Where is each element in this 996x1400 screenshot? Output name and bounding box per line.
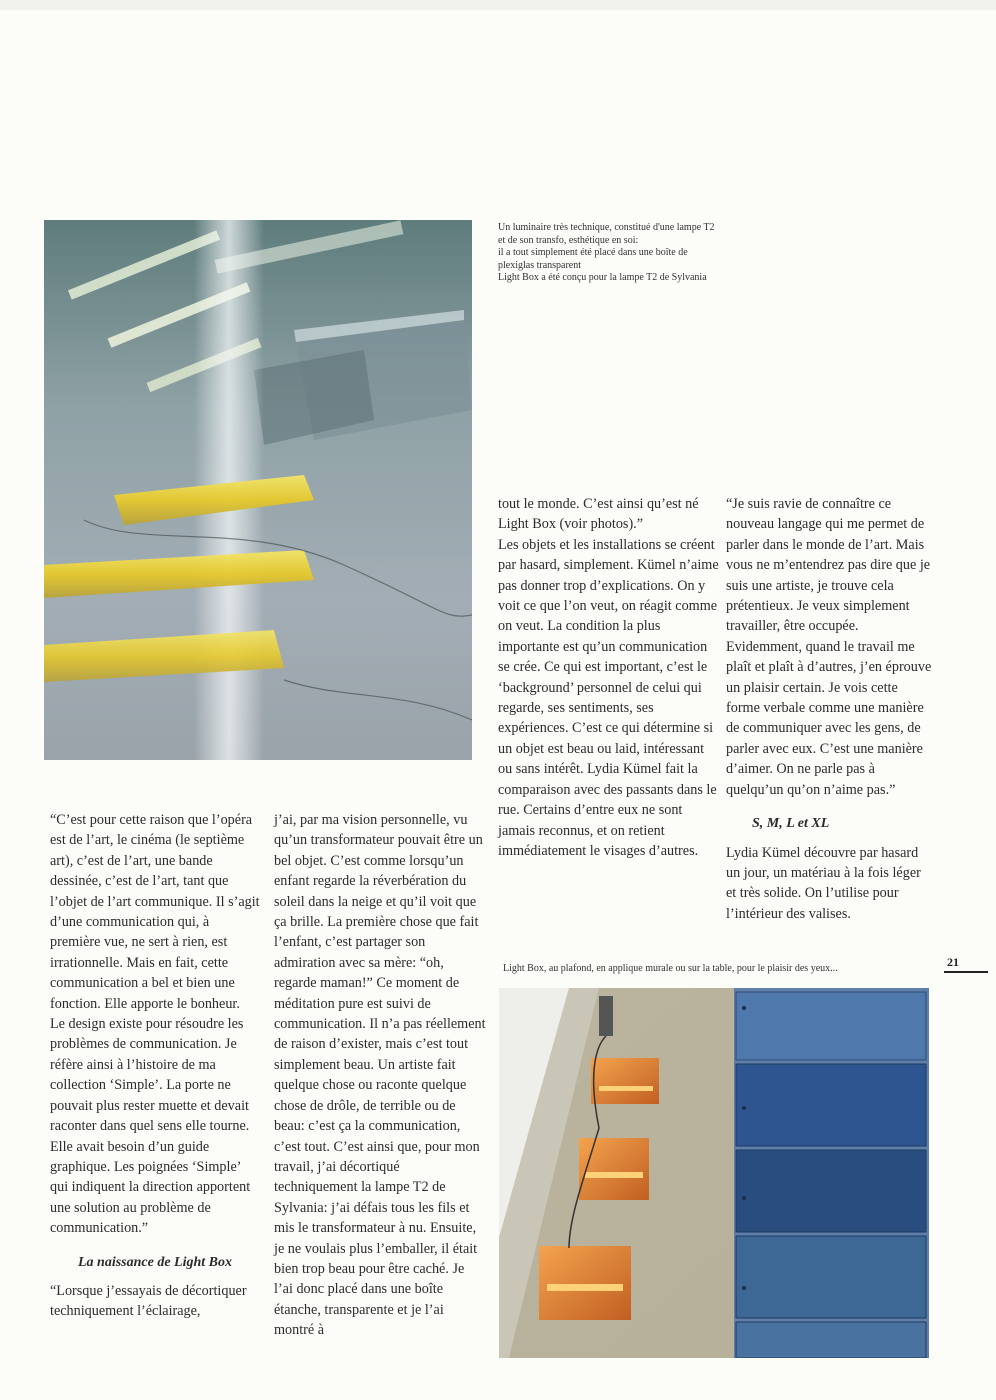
- section-heading-light-box: La naissance de Light Box: [78, 1254, 233, 1270]
- paragraph: Lydia Kümel découvre par hasard un jour, un matériau à la fois léger et très solide. On l’utilise pour l’intérieur des valises.: [726, 844, 921, 922]
- photo-caption-top: [498, 222, 718, 285]
- light-box-wall-photo: [499, 988, 929, 1358]
- photo-caption-bottom: Light Box, au plafond, en applique murale ou sur la table, pour le plaisir des yeux...: [503, 963, 838, 974]
- paragraph: “Lorsque j’essayais de décortiquer techniquement l’éclairage,: [50, 1282, 247, 1320]
- paragraph: “C’est pour cette raison que l’opéra est de l’art, le cinéma (le septième art), c’est de l’art, une bande dessinée, c’est de l’art, tant que l’objet de l’art communique. Il s’agit d’une communication qui, à première vue, ne sert à rien, est irrationnelle. Mais en fait, cette communication a bel et bien une fonction. Elle apporte le bonheur.: [50, 812, 260, 1012]
- orange-lamp: [591, 1058, 659, 1104]
- orange-lamp: [579, 1138, 649, 1200]
- paragraph: Le design existe pour résoudre les problèmes de communication. Je réfère ainsi à l’histoire de ma collection ‘Simple’. La porte ne pouvait plus rester muette et devait raconter dans quel sens elle tourne. Elle avait besoin d’un guide graphique. Les poignées ‘Simple’ qui indiquent la direction apportent une solution au problème de communication.”: [50, 1016, 251, 1237]
- page-number-rule: [944, 971, 988, 973]
- caption-top-line-1: Un luminaire très technique, constitué d'une lampe T2 et de son transfo, esthétique en soi:: [498, 222, 715, 246]
- light-box-wall-illustration: [499, 988, 929, 1358]
- paragraph: “Je suis ravie de connaître ce nouveau langage qui me permet de parler dans le monde de l’art. Mais vous ne m’entendrez pas dire que je suis une artiste, je trouve cela prétentieux. Je veux simplement travailler, être occupée. Evidemment, quand le travail me plaît et plaît à d’autres, j’en éprouve un plaisir certain. Je vois cette forme verbale comme une manière de communiquer avec les gens, de parler avec eux. C’est une manière d’aimer. On ne parle pas à quelqu’un qu’on n’aime pas.”: [726, 496, 932, 798]
- paragraph: tout le monde. C’est ainsi qu’est né Light Box (voir photos).”: [498, 496, 699, 533]
- paragraph: Les objets et les installations se créent par hasard, simplement. Kümel n’aime pas donner trop d’explications. On y voit ce que l’on veut, on réagit comme on veut. La condition la plus importante est qu’un communication se crée. Ce qui est important, c’est le ‘background’ personnel de celui qui regarde, ses sentiments, ses expériences. C’est ce qui détermine si un objet est beau ou laid, intéressant ou sans intérêt. Lydia Kümel fait la comparaison avec des passants dans le rue. Certains d’entre eux ne sont jamais reconnus, et on retient immédiatement le visages d’autres.: [498, 536, 719, 859]
- text-column-2: [274, 810, 486, 1341]
- text-column-4: [726, 494, 932, 924]
- caption-top-line-2: il a tout simplement été placé dans une boîte de plexiglas transparent: [498, 247, 688, 271]
- orange-lamp: [539, 1246, 631, 1320]
- caption-top-line-3: Light Box a été conçu pour la lampe T2 de Sylvania: [498, 272, 707, 283]
- light-box-floor-illustration: [44, 220, 472, 760]
- paragraph: j’ai, par ma vision personnelle, vu qu’un transformateur pouvait être un bel objet. C’est comme lorsqu’un enfant regarde la réverbération du soleil dans la neige et qu’il voit que ça brille. La première chose que fait l’enfant, c’est partager son admiration avec sa mère: “oh, regarde maman!” Ce moment de méditation pure est suivi de communication. Il n’a pas réellement de raison d’exister, mais c’est tout simplement beau. Un artiste fait quelque chose ou raconte quelque chose de drôle, de terrible ou de beau: c’est ça la communication, c’est tout. C’est ainsi que, pour mon travail, j’ai décortiqué techniquement la lampe T2 de Sylvania: j’ai défais tous les fils et mis le transformateur à nu. Ensuite, je ne voulais plus l’emballer, il était bien trop beau pour être caché. Je l’ai donc placé dans une boîte étanche, transparente et je l’ai montré à: [274, 812, 486, 1339]
- light-box-floor-photo: [44, 220, 472, 760]
- text-column-1: [50, 810, 262, 1322]
- page-top-edge: [0, 0, 996, 10]
- text-column-3: [498, 494, 720, 861]
- section-heading-sizes: S, M, L et XL: [752, 816, 830, 832]
- page-number: 21: [947, 955, 959, 969]
